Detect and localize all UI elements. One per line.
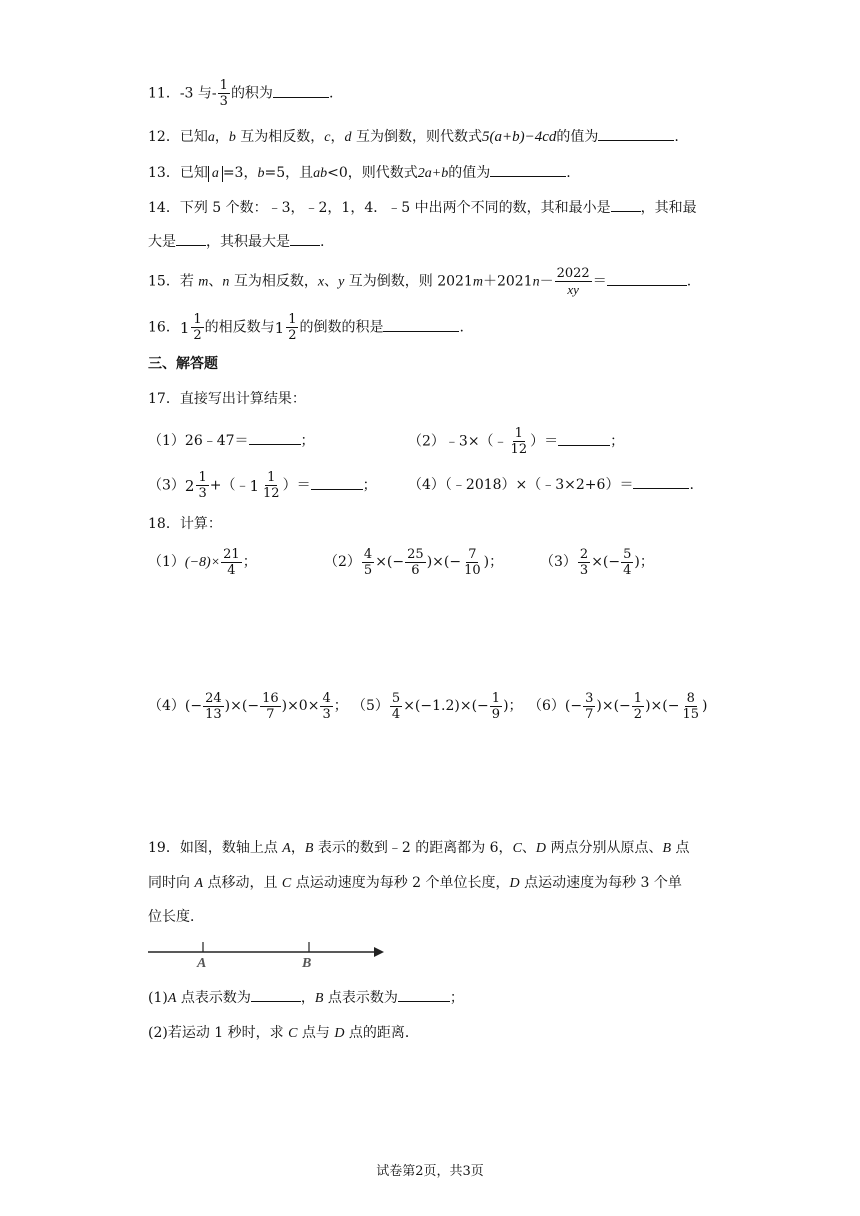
variable: n [532, 274, 540, 290]
text: ； [489, 554, 504, 570]
fraction [405, 547, 426, 578]
text: . [459, 319, 464, 336]
fraction [196, 470, 208, 501]
fraction [203, 691, 224, 722]
text: ) [634, 554, 640, 570]
denominator: 7 [585, 706, 594, 722]
text: +（﹣ [209, 477, 250, 494]
question-18-part-4 [148, 690, 348, 722]
text: （1） [148, 554, 185, 570]
text: (− [184, 698, 203, 714]
question-19-part-1 [148, 987, 464, 1009]
text: 已知 [179, 129, 208, 145]
denominator: 3 [198, 486, 207, 501]
math-expression: 5(a+b)−4cd [481, 129, 557, 145]
fraction [218, 78, 230, 109]
answer-blank[interactable] [273, 83, 329, 98]
text: (2)若运动 1 秒时，求 [148, 1025, 289, 1041]
text: ×(− [591, 554, 621, 570]
text: 同时向 [148, 875, 195, 891]
fraction [583, 691, 595, 722]
text: （3） [540, 554, 577, 570]
numerator: 1 [198, 470, 207, 485]
question-14-line-1 [148, 197, 697, 218]
text: . [674, 129, 679, 145]
answer-blank[interactable] [598, 126, 674, 141]
numerator: 1 [267, 470, 276, 485]
question-18-part-5 [352, 690, 523, 722]
numerator: 16 [262, 690, 279, 706]
math-expression: 2a+b [417, 166, 449, 181]
text: 、 [208, 273, 223, 290]
numerator: 2022 [556, 266, 590, 281]
answer-blank[interactable] [383, 317, 459, 332]
mixed-number [275, 312, 300, 343]
text: － [539, 273, 554, 290]
question-17-part-3 [148, 470, 377, 501]
numerator: 1 [193, 312, 202, 327]
denominator: 7 [266, 706, 275, 722]
text: （4）（﹣2018）×（﹣3×2+6）＝ [408, 477, 634, 493]
text: 两点分别从原点、 [546, 840, 663, 856]
question-19-part-2 [148, 1023, 419, 1044]
text: )×0× [281, 698, 320, 714]
fraction [191, 312, 203, 343]
text: 点的距离． [344, 1025, 419, 1041]
text: ）＝ [282, 477, 311, 494]
text: （4） [148, 698, 185, 714]
text: ，其和最 [640, 200, 697, 216]
question-17-title: 17．直接写出计算结果： [148, 391, 306, 407]
variable: C [288, 1026, 298, 1041]
mixed-number [249, 470, 282, 501]
answer-blank[interactable] [290, 231, 320, 246]
math-expression: (−8)× [184, 555, 221, 570]
question-18-part-6 [528, 690, 707, 722]
fraction [221, 547, 242, 578]
fraction [462, 547, 483, 578]
fraction [320, 691, 332, 722]
answer-blank[interactable] [633, 474, 689, 489]
denominator: 12 [263, 486, 280, 501]
text: -3 与- [179, 85, 217, 102]
text: ) [702, 698, 708, 714]
fraction [509, 426, 530, 457]
fraction [578, 547, 590, 578]
text: (1) [148, 990, 168, 1006]
text: ； [242, 554, 257, 570]
numerator: 5 [391, 690, 401, 706]
numerator: 24 [205, 690, 222, 706]
text: 、 [324, 273, 339, 290]
text: 若 [179, 273, 199, 290]
variable: D [509, 876, 520, 891]
text: 点表示数为 [176, 990, 251, 1006]
denominator: 4 [623, 562, 632, 578]
variable: D [334, 1026, 345, 1041]
text: 已知 [179, 165, 208, 181]
denominator: 2 [633, 706, 643, 722]
text: ) [503, 698, 509, 714]
text: 、 [521, 840, 536, 856]
text: （3） [148, 477, 185, 494]
variable: n [222, 274, 230, 290]
denominator: 12 [510, 442, 528, 457]
variable: c [324, 130, 331, 145]
point-b-label: B [302, 956, 312, 971]
text: ＋2021 [482, 273, 533, 290]
numerator: 3 [585, 690, 594, 706]
text: ＝ [592, 273, 607, 290]
text: 的积为 [230, 85, 273, 102]
question-19-line-3: 位长度． [148, 909, 204, 925]
question-11 [148, 78, 333, 109]
denominator: 3 [322, 706, 331, 722]
text: 点运动速度为每秒 3 个单 [519, 875, 682, 891]
text: 点运动速度为每秒 2 个单位长度， [291, 875, 510, 891]
variable: m [198, 274, 209, 290]
question-18-title: 18．计算： [148, 516, 222, 532]
text: ，其积最大是 [206, 234, 290, 250]
text: 的值为 [556, 129, 599, 145]
fraction [260, 691, 281, 722]
text: . [686, 273, 692, 290]
text: （1）26﹣47＝ [148, 433, 249, 449]
text: 点表示数为 [323, 990, 398, 1006]
numerator: 5 [623, 546, 632, 562]
variable: b [228, 130, 236, 145]
fraction [261, 470, 282, 501]
denominator: 9 [491, 706, 501, 722]
absolute-value: a [208, 166, 223, 182]
fraction [632, 691, 644, 722]
text: <0，则代数式 [327, 165, 418, 181]
text: ； [362, 477, 377, 494]
question-19-line-2 [148, 873, 682, 894]
text: ； [610, 433, 625, 450]
fraction [286, 312, 298, 343]
denominator: 2 [288, 328, 297, 343]
answer-blank[interactable] [249, 430, 301, 445]
text: 的值为 [448, 165, 491, 181]
answer-blank[interactable] [611, 197, 641, 212]
question-19-line-1 [148, 838, 690, 859]
denominator: 10 [464, 562, 481, 578]
question-16 [148, 312, 464, 343]
variable: A [194, 876, 204, 891]
numerator: 2 [579, 546, 589, 562]
text: ； [639, 554, 654, 570]
variable: B [662, 841, 672, 856]
denominator: 15 [682, 706, 700, 722]
variable: x [317, 274, 325, 290]
numerator: 1 [633, 690, 643, 706]
numerator: 8 [686, 690, 695, 706]
text: ， [290, 840, 305, 856]
question-18-part-2 [324, 546, 503, 578]
text: )×(− [426, 554, 462, 570]
text: （2） [324, 554, 361, 570]
text: ) [483, 554, 490, 570]
text: 19．如图，数轴上点 [148, 840, 283, 856]
section-title: 三、解答题 [148, 356, 218, 372]
numerator: 21 [223, 546, 240, 562]
variable: C [281, 876, 292, 891]
text: （5） [352, 698, 389, 714]
text: =5，且 [264, 165, 314, 181]
numerator: 4 [322, 690, 331, 706]
text: ； [449, 990, 464, 1006]
numerator: 7 [468, 546, 477, 562]
page-footer: 试卷第2页，共3页 [376, 1164, 484, 1179]
text: )×(− [596, 698, 631, 714]
answer-blank[interactable] [311, 475, 363, 490]
text: 互为相反数， [235, 129, 325, 145]
text: ； [333, 698, 348, 714]
fraction [362, 547, 374, 578]
text: 大是 [148, 234, 176, 250]
denominator: 5 [363, 562, 373, 578]
text: ， [300, 990, 315, 1006]
whole-part: 1 [274, 318, 285, 337]
question-18-part-3 [540, 546, 654, 578]
text: （6） [528, 698, 565, 714]
denominator: 4 [227, 562, 236, 578]
text: ， [214, 129, 229, 145]
question-12 [148, 126, 679, 148]
text: 的倒数的积是 [299, 319, 384, 336]
answer-blank[interactable] [176, 231, 206, 246]
fraction [621, 547, 633, 578]
numerator: 1 [219, 78, 228, 93]
question-17-part-4 [408, 474, 694, 495]
text: ， [330, 129, 345, 145]
variable: a [207, 130, 215, 145]
question-17-part-2 [408, 426, 624, 457]
denominator: 3 [579, 562, 589, 578]
text: ）＝ [530, 433, 559, 450]
question-number: 11． [148, 85, 180, 102]
whole-part: 1 [179, 318, 190, 337]
fraction [390, 691, 402, 722]
answer-blank[interactable] [490, 162, 566, 177]
text: 互为倒数，则 2021 [344, 273, 473, 290]
number-line [148, 936, 388, 976]
arrow-head-icon [374, 947, 384, 957]
variable: A [167, 991, 177, 1006]
whole-part: 1 [249, 476, 260, 495]
numerator: 4 [363, 546, 373, 562]
denominator: 3 [219, 94, 228, 109]
question-17-part-1 [148, 430, 315, 451]
numerator: 25 [407, 546, 424, 562]
question-13 [148, 162, 571, 184]
denominator: xy [567, 282, 579, 297]
text: 互为倒数，则代数式 [351, 129, 482, 145]
denominator: 2 [193, 328, 202, 343]
numerator: 1 [288, 312, 297, 327]
question-number: 12． [148, 129, 180, 145]
text: =3， [222, 165, 258, 181]
text: . [320, 234, 325, 250]
text: ×(−1.2)×(− [403, 698, 489, 714]
mixed-number [180, 312, 205, 343]
whole-part: 2 [184, 476, 195, 495]
numerator: 1 [514, 426, 523, 441]
variable: d [344, 130, 352, 145]
answer-blank[interactable] [558, 431, 610, 446]
text: . [566, 165, 571, 181]
variable: ab [313, 166, 328, 181]
variable: m [472, 274, 483, 290]
fraction [680, 691, 701, 722]
variable: A [282, 841, 291, 856]
text: 点 [671, 840, 690, 856]
text: . [328, 85, 334, 102]
variable: y [338, 274, 345, 290]
text: 的相反数与 [204, 319, 275, 336]
text: ； [508, 698, 523, 714]
variable: B [314, 991, 324, 1006]
text: 互为相反数， [229, 273, 318, 290]
text: (− [564, 698, 583, 714]
number-line-figure [148, 936, 388, 980]
text: )×(− [645, 698, 680, 714]
numerator: 1 [491, 690, 501, 706]
question-number: 15． [148, 273, 180, 290]
question-14-line-2 [148, 231, 324, 252]
text: 点与 [297, 1025, 335, 1041]
denominator: 4 [391, 706, 401, 722]
question-number: 13． [148, 165, 180, 181]
variable: B [304, 841, 314, 856]
question-15 [148, 266, 691, 297]
question-18-part-1 [148, 546, 257, 579]
text: . [689, 477, 694, 493]
text: （2）﹣3×（﹣ [408, 433, 508, 450]
mixed-number [185, 470, 210, 501]
answer-blank[interactable] [398, 987, 450, 1002]
text: 14．下列 5 个数：﹣3，﹣2，1，4．﹣5 中出两个不同的数，其和最小是 [148, 200, 611, 216]
text: ×(− [375, 554, 405, 570]
question-number: 16． [148, 319, 180, 336]
point-a-label: A [197, 956, 207, 971]
text: ； [300, 433, 315, 449]
text: )×(− [224, 698, 260, 714]
text: 表示的数到﹣2 的距离都为 6， [313, 840, 513, 856]
denominator: 13 [205, 706, 222, 722]
variable: C [512, 841, 522, 856]
text: 点移动，且 [203, 875, 282, 891]
fraction [490, 691, 502, 722]
variable: b [257, 166, 265, 181]
answer-blank[interactable] [607, 271, 687, 286]
denominator: 6 [411, 562, 420, 578]
answer-blank[interactable] [251, 987, 301, 1002]
variable: D [535, 841, 547, 856]
fraction [555, 266, 592, 297]
